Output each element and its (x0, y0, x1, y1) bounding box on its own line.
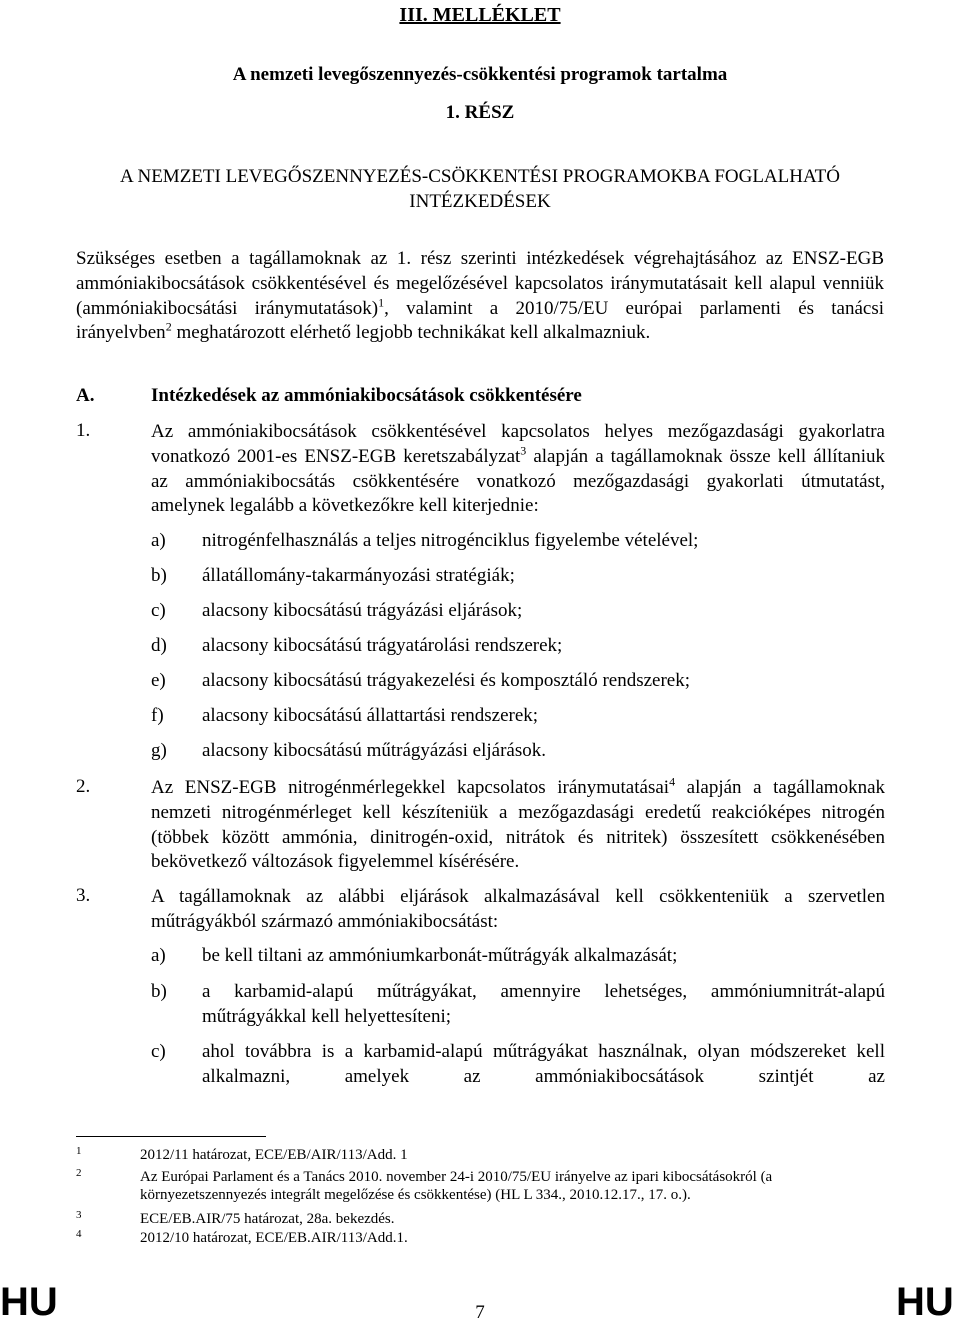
footnote-ref-1: 1 (378, 295, 385, 310)
subitem-letter: c) (151, 600, 166, 621)
footnote-mark: 1 (76, 1145, 82, 1157)
subitem-letter: d) (151, 635, 167, 656)
page-number: 7 (475, 1302, 485, 1323)
intro-text-a: Szükséges esetben a tagállamoknak az 1. rész szerinti intézkedések végrehajtásához az ENSZ-EGB ammóniakibocsátások csökkentésével és megelőzésével kapcsolatos iránymutatásait kell alapul venniük (ammóniakibocsátási iránymutatások) (76, 248, 884, 319)
subitem-text: be kell tiltani az ammóniumkarbonát-műtrágyák alkalmazását; (202, 945, 678, 966)
footnote-mark: 3 (76, 1209, 82, 1221)
item-3-text: A tagállamoknak az alábbi eljárások alkalmazásával kell csökkenteniük a szervetlen műtrágyákból származó ammóniakibocsátást: (151, 886, 885, 932)
subitem-letter: f) (151, 705, 164, 726)
footnote-ref-2: 2 (165, 320, 172, 335)
item-1-text-b: alapján a tagállamoknak össze kell állítaniuk az ammóniakibocsátás csökkentésére vonatkozó mezőgazdasági gyakorlati útmutatást, amelynek legalább a következőkre kell kiterjednie: (151, 445, 885, 517)
footnote-separator (76, 1136, 266, 1137)
subitem-letter: g) (151, 740, 167, 761)
item-3-number: 3. (76, 885, 91, 906)
footnote-mark: 2 (76, 1167, 82, 1179)
item-2-text-a: Az ENSZ-EGB nitrogénmérlegekkel kapcsolatos iránymutatásai (151, 777, 670, 798)
subitem-text: alacsony kibocsátású trágyázási eljárások; (202, 600, 523, 621)
subitem-letter: c) (151, 1041, 166, 1062)
subitem-text: alacsony kibocsátású állattartási rendszerek; (202, 705, 539, 726)
subitem-text: nitrogénfelhasználás a teljes nitrogénciklus figyelembe vételével; (202, 530, 699, 551)
footnote-ref-4: 4 (669, 774, 676, 789)
footnote-text: 2012/10 határozat, ECE/EB.AIR/113/Add.1. (140, 1230, 408, 1246)
subitem-text: alacsony kibocsátású trágyatárolási rendszerek; (202, 635, 563, 656)
subitem-letter: b) (151, 981, 167, 1002)
part-number: 1. RÉSZ (445, 102, 515, 123)
section-a-title: Intézkedések az ammóniakibocsátások csökkentésére (151, 385, 582, 406)
subitem-text: állatállomány-takarmányozási stratégiák; (202, 565, 515, 586)
footnote-text: ECE/EB.AIR/75 határozat, 28a. bekezdés. (140, 1211, 395, 1227)
subitem-letter: a) (151, 530, 166, 551)
subitem-text: ahol továbbra is a karbamid-alapú műtrágyákat használnak, olyan módszereket kell alkalmazni, amelyek az ammóniakibocsátások szintjét az (202, 1041, 885, 1087)
part-heading (0, 164, 960, 214)
section-a-letter: A. (76, 385, 95, 406)
annex-title: III. MELLÉKLET (399, 4, 561, 26)
footnote-mark: 4 (76, 1228, 82, 1240)
subitem-letter: b) (151, 565, 167, 586)
intro-text-b: , valamint a 2010/75/EU európai parlamenti és tanácsi irányelvben (76, 297, 884, 344)
item-1-number: 1. (76, 420, 91, 441)
subitem-text: alacsony kibocsátású trágyakezelési és komposztáló rendszerek; (202, 670, 691, 691)
footnote-ref-3: 3 (520, 443, 527, 458)
subitem-letter: e) (151, 670, 166, 691)
intro-text-c: meghatározott elérhető legjobb technikákat kell alkalmazniuk. (171, 322, 651, 344)
subitem-text: a karbamid-alapú műtrágyákat, amennyire lehetséges, ammóniumnitrát-alapú műtrágyákkal kell helyettesíteni; (202, 981, 885, 1027)
part-heading-line1: A NEMZETI LEVEGŐSZENNYEZÉS-CSÖKKENTÉSI PROGRAMOKBA FOGLALHATÓ (120, 166, 840, 187)
footer-language-left: HU (0, 1280, 58, 1324)
item-1-text (151, 420, 885, 519)
item-2-number: 2. (76, 776, 91, 797)
subitem-letter: a) (151, 945, 166, 966)
footer-language-right: HU (896, 1280, 954, 1324)
footnote-text: 2012/11 határozat, ECE/EB/AIR/113/Add. 1 (140, 1147, 408, 1163)
item-2-text-b: alapján a tagállamoknak nemzeti nitrogénmérleget kell készíteniük a mezőgazdasági eredetű reakcióképes nitrogén (többek között ammónia, dinitrogén-oxid, nitrátok és nitritek) összesített csökkenésében bekövetkező változások figyelemmel kísérésére. (151, 777, 885, 873)
item-2-text (151, 776, 885, 875)
program-title: A nemzeti levegőszennyezés-csökkentési programok tartalma (232, 64, 728, 85)
part-heading-line2: INTÉZKEDÉSEK (409, 191, 551, 212)
footnote-text: Az Európai Parlament és a Tanács 2010. november 24-i 2010/75/EU irányelve az ipari kibocsátásokról (a környezetszennyezés integrált megelőzése és csökkentése) (HL L 334., 2010.12.17., 17. o.). (140, 1169, 773, 1203)
intro-paragraph (76, 247, 884, 346)
item-1-text-a: Az ammóniakibocsátások csökkentésével kapcsolatos helyes mezőgazdasági gyakorlatra vonatkozó 2001-es ENSZ-EGB keretszabályzat (151, 421, 885, 467)
subitem-text: alacsony kibocsátású műtrágyázási eljárások. (202, 740, 546, 761)
